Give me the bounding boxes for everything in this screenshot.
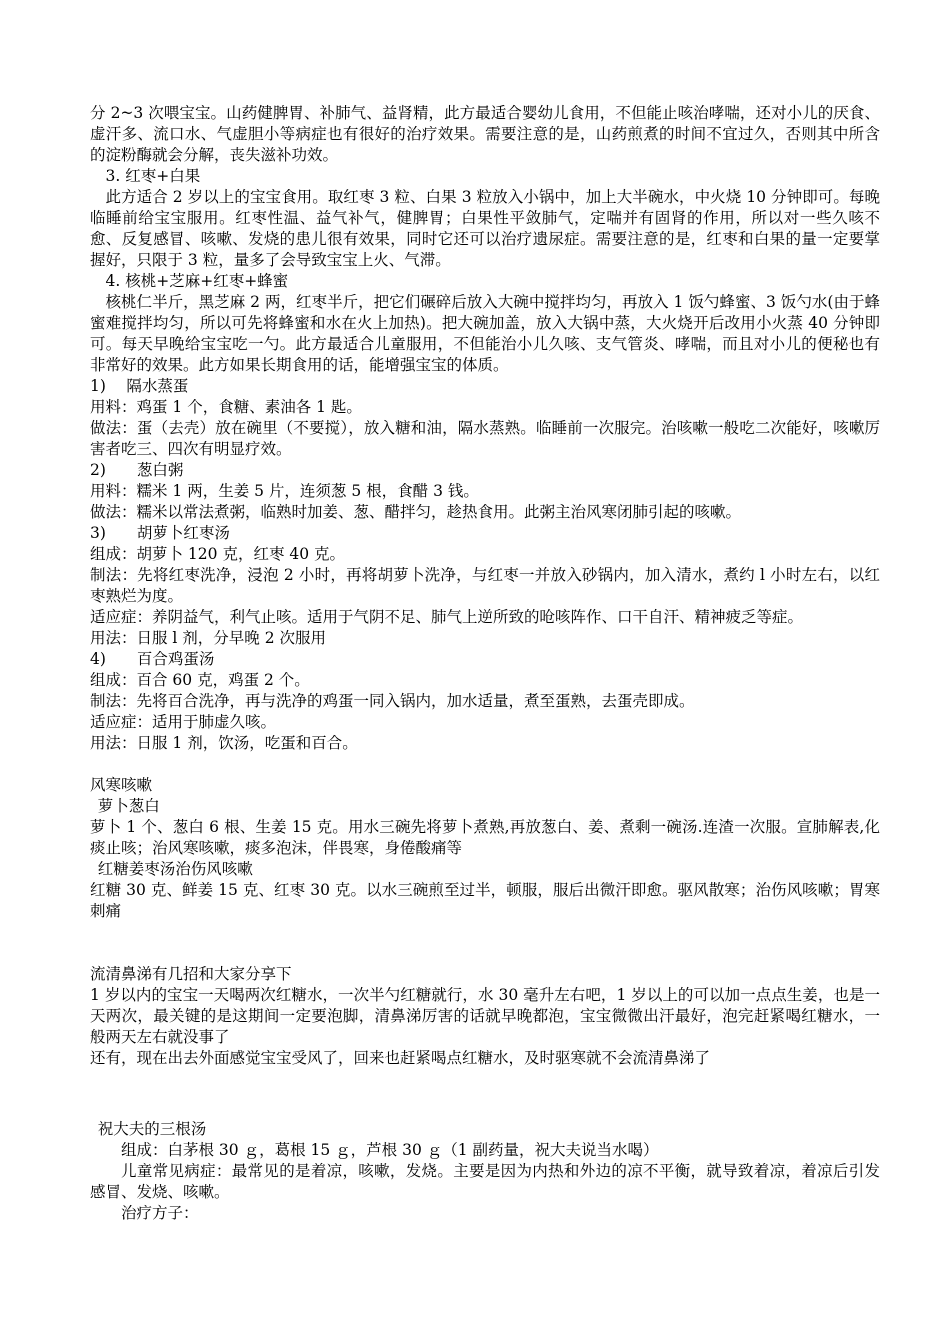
paragraph: 分 2~3 次喂宝宝。山药健脾胃、补肺气、益肾精，此方最适合婴幼儿食用，不但能止咳治哮喘，还对小儿的厌食、虚汗多、流口水、气虚胆小等病症也有很好的治疗效果。需要注意的是，山药煎煮的时间不宜过久，否则其中所含的淀粉酶就会分解，丧失滋补功效。 xyxy=(90,104,880,164)
paragraph: 用料：鸡蛋 1 个，食糖、素油各 1 匙。 xyxy=(90,398,362,416)
section-heading: 3. 红枣+白果 xyxy=(105,167,201,185)
paragraph: 此方适合 2 岁以上的宝宝食用。取红枣 3 粒、白果 3 粒放入小锅中，加上大半碗水，中火烧 10 分钟即可。每晚临睡前给宝宝服用。红枣性温、益气补气，健脾胃；白果性平敛肺气，定喘并有固肾的作用，所以对一些久咳不愈、反复感冒、咳嗽、发烧的患儿很有效果，同时它还可以治疗遗尿症。需要注意的是，红枣和白果的量一定要掌握好，只限于 3 粒，量多了会导致宝宝上火、气滞。 xyxy=(90,188,880,269)
paragraph: 组成：百合 60 克，鸡蛋 2 个。 xyxy=(90,671,310,689)
paragraph: 治疗方子： xyxy=(121,1204,199,1222)
section-heading: 流清鼻涕有几招和大家分享下 xyxy=(90,965,292,983)
paragraph: 用法：日服 1 剂，饮汤，吃蛋和百合。 xyxy=(90,734,358,752)
section-heading: 祝大夫的三根汤 xyxy=(97,1120,207,1138)
subheading: 红糖姜枣汤治伤风咳嗽 xyxy=(97,860,253,878)
paragraph: 制法：先将红枣洗净，浸泡 2 小时，再将胡萝卜洗净，与红枣一并放入砂锅内，加入清水，煮约 l 小时左右，以红枣熟烂为度。 xyxy=(90,566,880,605)
list-item-heading: 3) 胡萝卜红枣汤 xyxy=(90,524,230,542)
paragraph: 组成：白茅根 30 ｇ，葛根 15 ｇ，芦根 30 ｇ（1 副药量，祝大夫说当水喝） xyxy=(121,1141,659,1159)
list-item-heading: 2) 葱白粥 xyxy=(90,461,184,479)
blank-line xyxy=(90,1069,880,1119)
paragraph: 红糖 30 克、鲜姜 15 克、红枣 30 克。以水三碗煎至过半，顿服，服后出微汗即愈。驱风散寒；治伤风咳嗽；胃寒刺痛 xyxy=(90,881,880,920)
paragraph: 适应症：养阴益气，利气止咳。适用于气阴不足、肺气上逆所致的呛咳阵作、口干自汗、精神疲乏等症。 xyxy=(90,608,804,626)
section-heading: 4. 核桃+芝麻+红枣+蜂蜜 xyxy=(105,272,289,290)
list-item-heading: 1) 隔水蒸蛋 xyxy=(90,377,189,395)
paragraph: 做法：蛋（去壳）放在碗里（不要搅），放入糖和油，隔水蒸熟。临睡前一次服完。治咳嗽一般吃二次能好，咳嗽厉害者吃三、四次有明显疗效。 xyxy=(90,419,880,458)
section-heading: 风寒咳嗽 xyxy=(90,776,153,794)
list-item-heading: 4) 百合鸡蛋汤 xyxy=(90,650,215,668)
paragraph: 用料：糯米 1 两，生姜 5 片，连须葱 5 根，食醋 3 钱。 xyxy=(90,482,479,500)
paragraph: 儿童常见病症：最常见的是着凉，咳嗽，发烧。主要是因为内热和外边的凉不平衡，就导致着凉，着凉后引发感冒、发烧、咳嗽。 xyxy=(90,1162,880,1201)
paragraph: 制法：先将百合洗净，再与洗净的鸡蛋一同入锅内，加水适量，煮至蛋熟，去蛋壳即成。 xyxy=(90,692,695,710)
paragraph: 组成：胡萝卜 120 克，红枣 40 克。 xyxy=(90,545,346,563)
paragraph: 适应症：适用于肺虚久咳。 xyxy=(90,713,277,731)
paragraph: 1 岁以内的宝宝一天喝两次红糖水，一次半勺红糖就行，水 30 毫升左右吧，1 岁以上的可以加一点点生姜，也是一天两次，最关键的是这期间一定要泡脚，清鼻涕厉害的话就早晚都泡，宝宝微微出汗最好，泡完赶紧喝红糖水，一般两天左右就没事了 xyxy=(90,986,880,1046)
paragraph: 还有，现在出去外面感觉宝宝受风了，回来也赶紧喝点红糖水，及时驱寒就不会流清鼻涕了 xyxy=(90,1049,711,1067)
blank-line xyxy=(90,922,880,964)
paragraph: 做法：糯米以常法煮粥，临熟时加姜、葱、醋拌匀，趁热食用。此粥主治风寒闭肺引起的咳嗽。 xyxy=(90,503,742,521)
subheading: 萝卜葱白 xyxy=(97,797,160,815)
paragraph: 萝卜 1 个、葱白 6 根、生姜 15 克。用水三碗先将萝卜煮熟,再放葱白、姜、煮剩一碗汤.连渣一次服。宣肺解表,化痰止咳；治风寒咳嗽，痰多泡沫，伴畏寒，身倦酸痛等 xyxy=(90,818,880,857)
blank-line xyxy=(90,754,880,775)
document-page xyxy=(90,103,880,1224)
paragraph: 核桃仁半斤，黑芝麻 2 两，红枣半斤，把它们碾碎后放入大碗中搅拌均匀，再放入 1 饭勺蜂蜜、3 饭勺水(由于蜂蜜难搅拌均匀，所以可先将蜂蜜和水在火上加热)。把大碗加盖，放入大锅中蒸，大火烧开后改用小火蒸 40 分钟即可。每天早晚给宝宝吃一勺。此方最适合儿童服用，不但能治小儿久咳、支气管炎、哮喘，而且对小儿的便秘也有非常好的效果。此方如果长期食用的话，能增强宝宝的体质。 xyxy=(90,293,880,374)
paragraph: 用法：日服 l 剂，分早晚 2 次服用 xyxy=(90,629,327,647)
